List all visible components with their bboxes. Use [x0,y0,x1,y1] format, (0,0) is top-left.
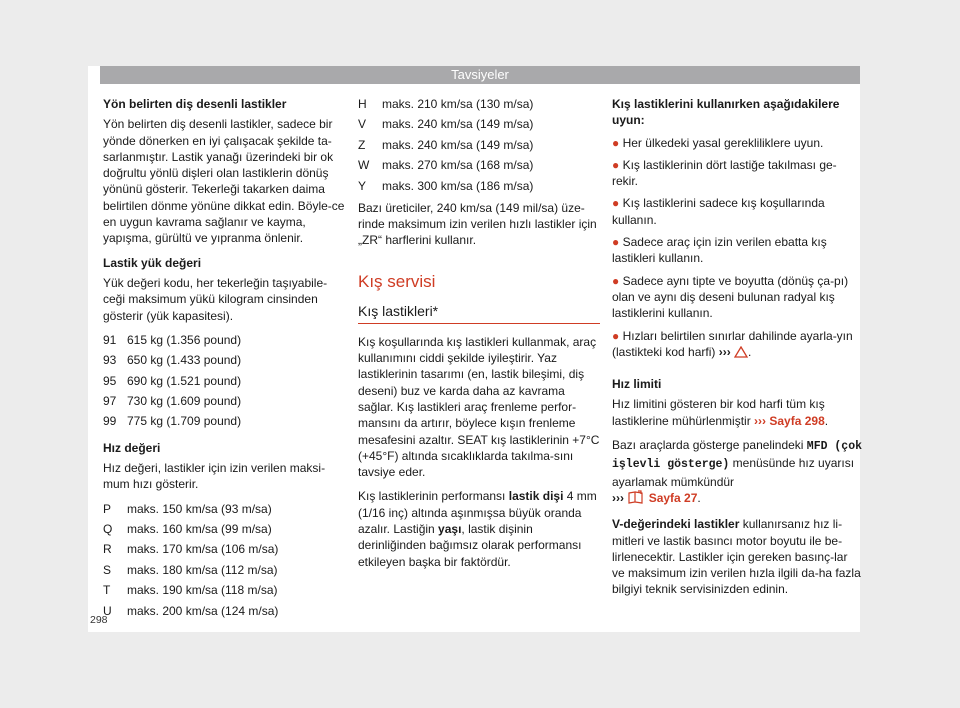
speed-value: maks. 240 km/sa (149 m/sa) [382,137,534,152]
paragraph-v-rated [612,516,862,597]
paragraph-tread-depth [358,488,600,569]
speed-code: S [103,562,112,577]
table-row [358,137,600,153]
bullet-item [612,157,862,190]
load-value: 730 kg (1.609 pound) [127,394,242,409]
heading-directional-tyres: Yön belirten diş desenli lastikler [103,97,287,111]
section-title-winter-service: Kış servisi [358,271,436,291]
table-row [103,562,346,578]
paragraph-speed-limit: Hız limitini gösteren bir kod harfi tüm kış lastiklerine mühürlenmiştir ››› Sayfa 298. [612,397,829,428]
table-row [358,116,600,132]
load-value: 775 kg (1.709 pound) [127,414,242,429]
text-run: 4 mm (1/16 inç) altında aşınmışsa büyük oranda azalır. Lastiğin [358,489,597,537]
speed-code: P [103,501,112,516]
column-2 [358,96,600,570]
table-row [103,413,346,429]
text-run: Kış lastiklerinin performansı [358,489,509,504]
bullet-item [612,234,862,267]
load-code: 93 [103,353,117,368]
table-row [103,582,346,598]
page-number: 298 [90,614,108,626]
text-run: Hız limitini gösteren bir kod harfi tüm kış lastiklerine mühürlenmiştir [612,397,825,428]
paragraph-mfd: Bazı araçlarda gösterge panelindeki MFD (çok işlevli gösterge) menüsünde hız uyarısı ayarlamak mümkündür ››› Sayfa 27. [612,437,862,508]
mfd-label: MFD (çok işlevli gösterge) [612,440,863,472]
warning-icon[interactable] [734,346,748,362]
bullet-item [612,135,862,151]
page-27-link[interactable]: Sayfa 27 [648,490,698,505]
table-row [103,541,346,557]
table-row [358,178,600,194]
table-row [103,332,346,348]
section-divider [358,323,600,324]
speed-code: T [103,583,111,598]
heading-load-index: Lastik yük değeri [103,255,202,270]
page-header: Tavsiyeler [100,66,860,84]
bullet-dot-icon: ● [612,196,620,211]
speed-code: Y [358,178,367,193]
arrow-link[interactable]: ››› [612,490,624,505]
load-code: 97 [103,394,117,409]
paragraph-speed-rating: Hız değeri, lastikler için izin verilen maksi-mum hızı gösterir. [103,461,326,492]
bold-age: yaşı [438,522,462,537]
bullet-dot-icon: ● [612,328,620,343]
bullet-dot-icon: ● [612,135,620,150]
text-run: kullanırsanız hız li-mitleri ve lastik basıncı motor boyutu ile be-lirlenecektir. Lastikler için gereken basınç-lar ve maksimum izin verilen hızla ilgili da-ha fazla bilgiyi teknik servisinizden edinin. [612,517,861,597]
load-index-table [103,332,346,430]
bullet-item: ● Hızları belirtilen sınırlar dahilinde ayarla-yın (lastikteki kod harfi) ››› . [612,328,862,363]
zr-note: Bazı üreticiler, 240 km/sa (149 mil/sa) üze-rinde maksimum izin verilen hızlı lastikler için „ZR“ harflerini kullanır. [358,200,597,248]
bullet-text: Sadece aynı tipte ve boyutta (dönüş ça-pı) olan ve aynı diş deseni bulunan radyal kış lastiklerini kullanın. [612,273,849,321]
bullet-item [612,195,862,228]
load-value: 615 kg (1.356 pound) [127,332,242,347]
speed-value: maks. 190 km/sa (118 m/sa) [127,583,278,598]
arrow-link[interactable]: ››› [718,344,731,359]
bullet-text: Kış lastiklerinin dört lastiğe takılması ge-rekir. [612,157,837,189]
table-row [103,521,346,537]
speed-value: maks. 180 km/sa (112 m/sa) [127,562,278,577]
bullet-text: Hızları belirtilen sınırlar dahilinde ayarla-yın (lastikteki kod harfi) [612,328,853,359]
heading-winter-tyre-rules: Kış lastiklerini kullanırken aşağıdakilere uyun: [612,97,840,128]
bullet-dot-icon: ● [612,235,620,250]
bullet-item [612,273,862,322]
table-row [358,96,600,112]
speed-code: Z [358,137,366,152]
speed-value: maks. 240 km/sa (149 m/sa) [382,117,534,132]
table-row [103,501,346,517]
bullet-text: Her ülkedeki yasal gerekliliklere uyun. [622,135,824,150]
speed-code: W [358,158,370,173]
subsection-title-winter-tyres: Kış lastikleri* [358,302,439,319]
paragraph-directional-tyres: Yön belirten diş desenli lastikler, sadece bir yönde dönerken en iyi çalışacak şekilde ta-sarlanmıştır. Lastik yanağı üzerindeki bir ok doğrultu yönlü dişleri olan lastiklerin dönüş yönünü gösterir. Tekerleği takarken daima belirtilen dönme yönüne dikkat edin. Böyle-ce en uygun kavrama sağlanır ve kayma, yapışma, gürültü ve yıpranma önlenir. [103,117,345,246]
table-row [358,157,600,173]
speed-value: maks. 160 km/sa (99 m/sa) [127,522,272,536]
speed-code: Q [103,522,113,536]
text-run: Bazı araçlarda gösterge panelindeki [612,438,807,453]
column-1 [103,96,346,623]
speed-code: U [103,603,112,618]
column-3 [612,96,862,598]
page-298-link[interactable]: ››› Sayfa 298 [754,413,825,428]
bold-v-rated: V-değerindeki lastikler [612,517,740,532]
heading-speed-limit: Hız limiti [612,377,662,392]
speed-rating-table-continued [358,96,600,194]
speed-value: maks. 210 km/sa (130 m/sa) [382,97,534,111]
bullet-dot-icon: ● [612,157,620,172]
bullet-dot-icon: ● [612,273,620,288]
speed-value: maks. 170 km/sa (106 m/sa) [127,542,279,557]
load-value: 650 kg (1.433 pound) [127,353,242,368]
load-code: 91 [103,332,117,347]
speed-value: maks. 150 km/sa (93 m/sa) [127,501,272,516]
book-page-icon[interactable] [627,490,645,508]
load-value: 690 kg (1.521 pound) [127,373,242,388]
bullet-text: Kış lastiklerini sadece kış koşullarında kullanın. [612,196,825,227]
speed-rating-table [103,501,346,619]
text-run: , lastik dişinin derinliğinden bağımsız olarak performansı etkileyen başka bir faktördür. [358,522,582,569]
speed-code: V [358,117,367,132]
heading-speed-rating: Hız değeri [103,440,161,455]
speed-code: R [103,542,112,557]
text-run: menüsünde hız uyarısı ayarlamak mümkündür [612,456,855,489]
table-row [103,352,346,368]
table-row [103,373,346,389]
table-row [103,393,346,409]
bullet-text: Sadece araç için izin verilen ebatta kış lastikleri kullanın. [612,235,827,266]
speed-value: maks. 300 km/sa (186 m/sa) [382,178,534,193]
table-row [103,603,346,619]
speed-code: H [358,97,367,111]
load-code: 99 [103,414,117,429]
speed-value: maks. 270 km/sa (168 m/sa) [382,158,534,173]
paragraph-winter-tyres: Kış koşullarında kış lastikleri kullanmak, araç kullanımını ciddi şekilde iyileştirir. Yaz lastiklerinin tasarımı (en, lastik bileşimi, diş deseni) buz ve karda daha az kavrama sağlar. Kış lastikleri araç frenleme perfor-mansını da artırır, böylece kışın frenleme mesafesini azaltır. SEAT kış lastiklerinin +7°C (+45°F) altında sıcaklıklarda takılma-sını tavsiye eder. [358,334,600,480]
bold-tread: lastik dişi [508,489,564,504]
speed-value: maks. 200 km/sa (124 m/sa) [127,603,279,618]
paragraph-load-index: Yük değeri kodu, her tekerleğin taşıyabile-ceği maksimum yükü kilogram cinsinden gösterir (yük kapasitesi). [103,275,328,323]
load-code: 95 [103,373,117,388]
